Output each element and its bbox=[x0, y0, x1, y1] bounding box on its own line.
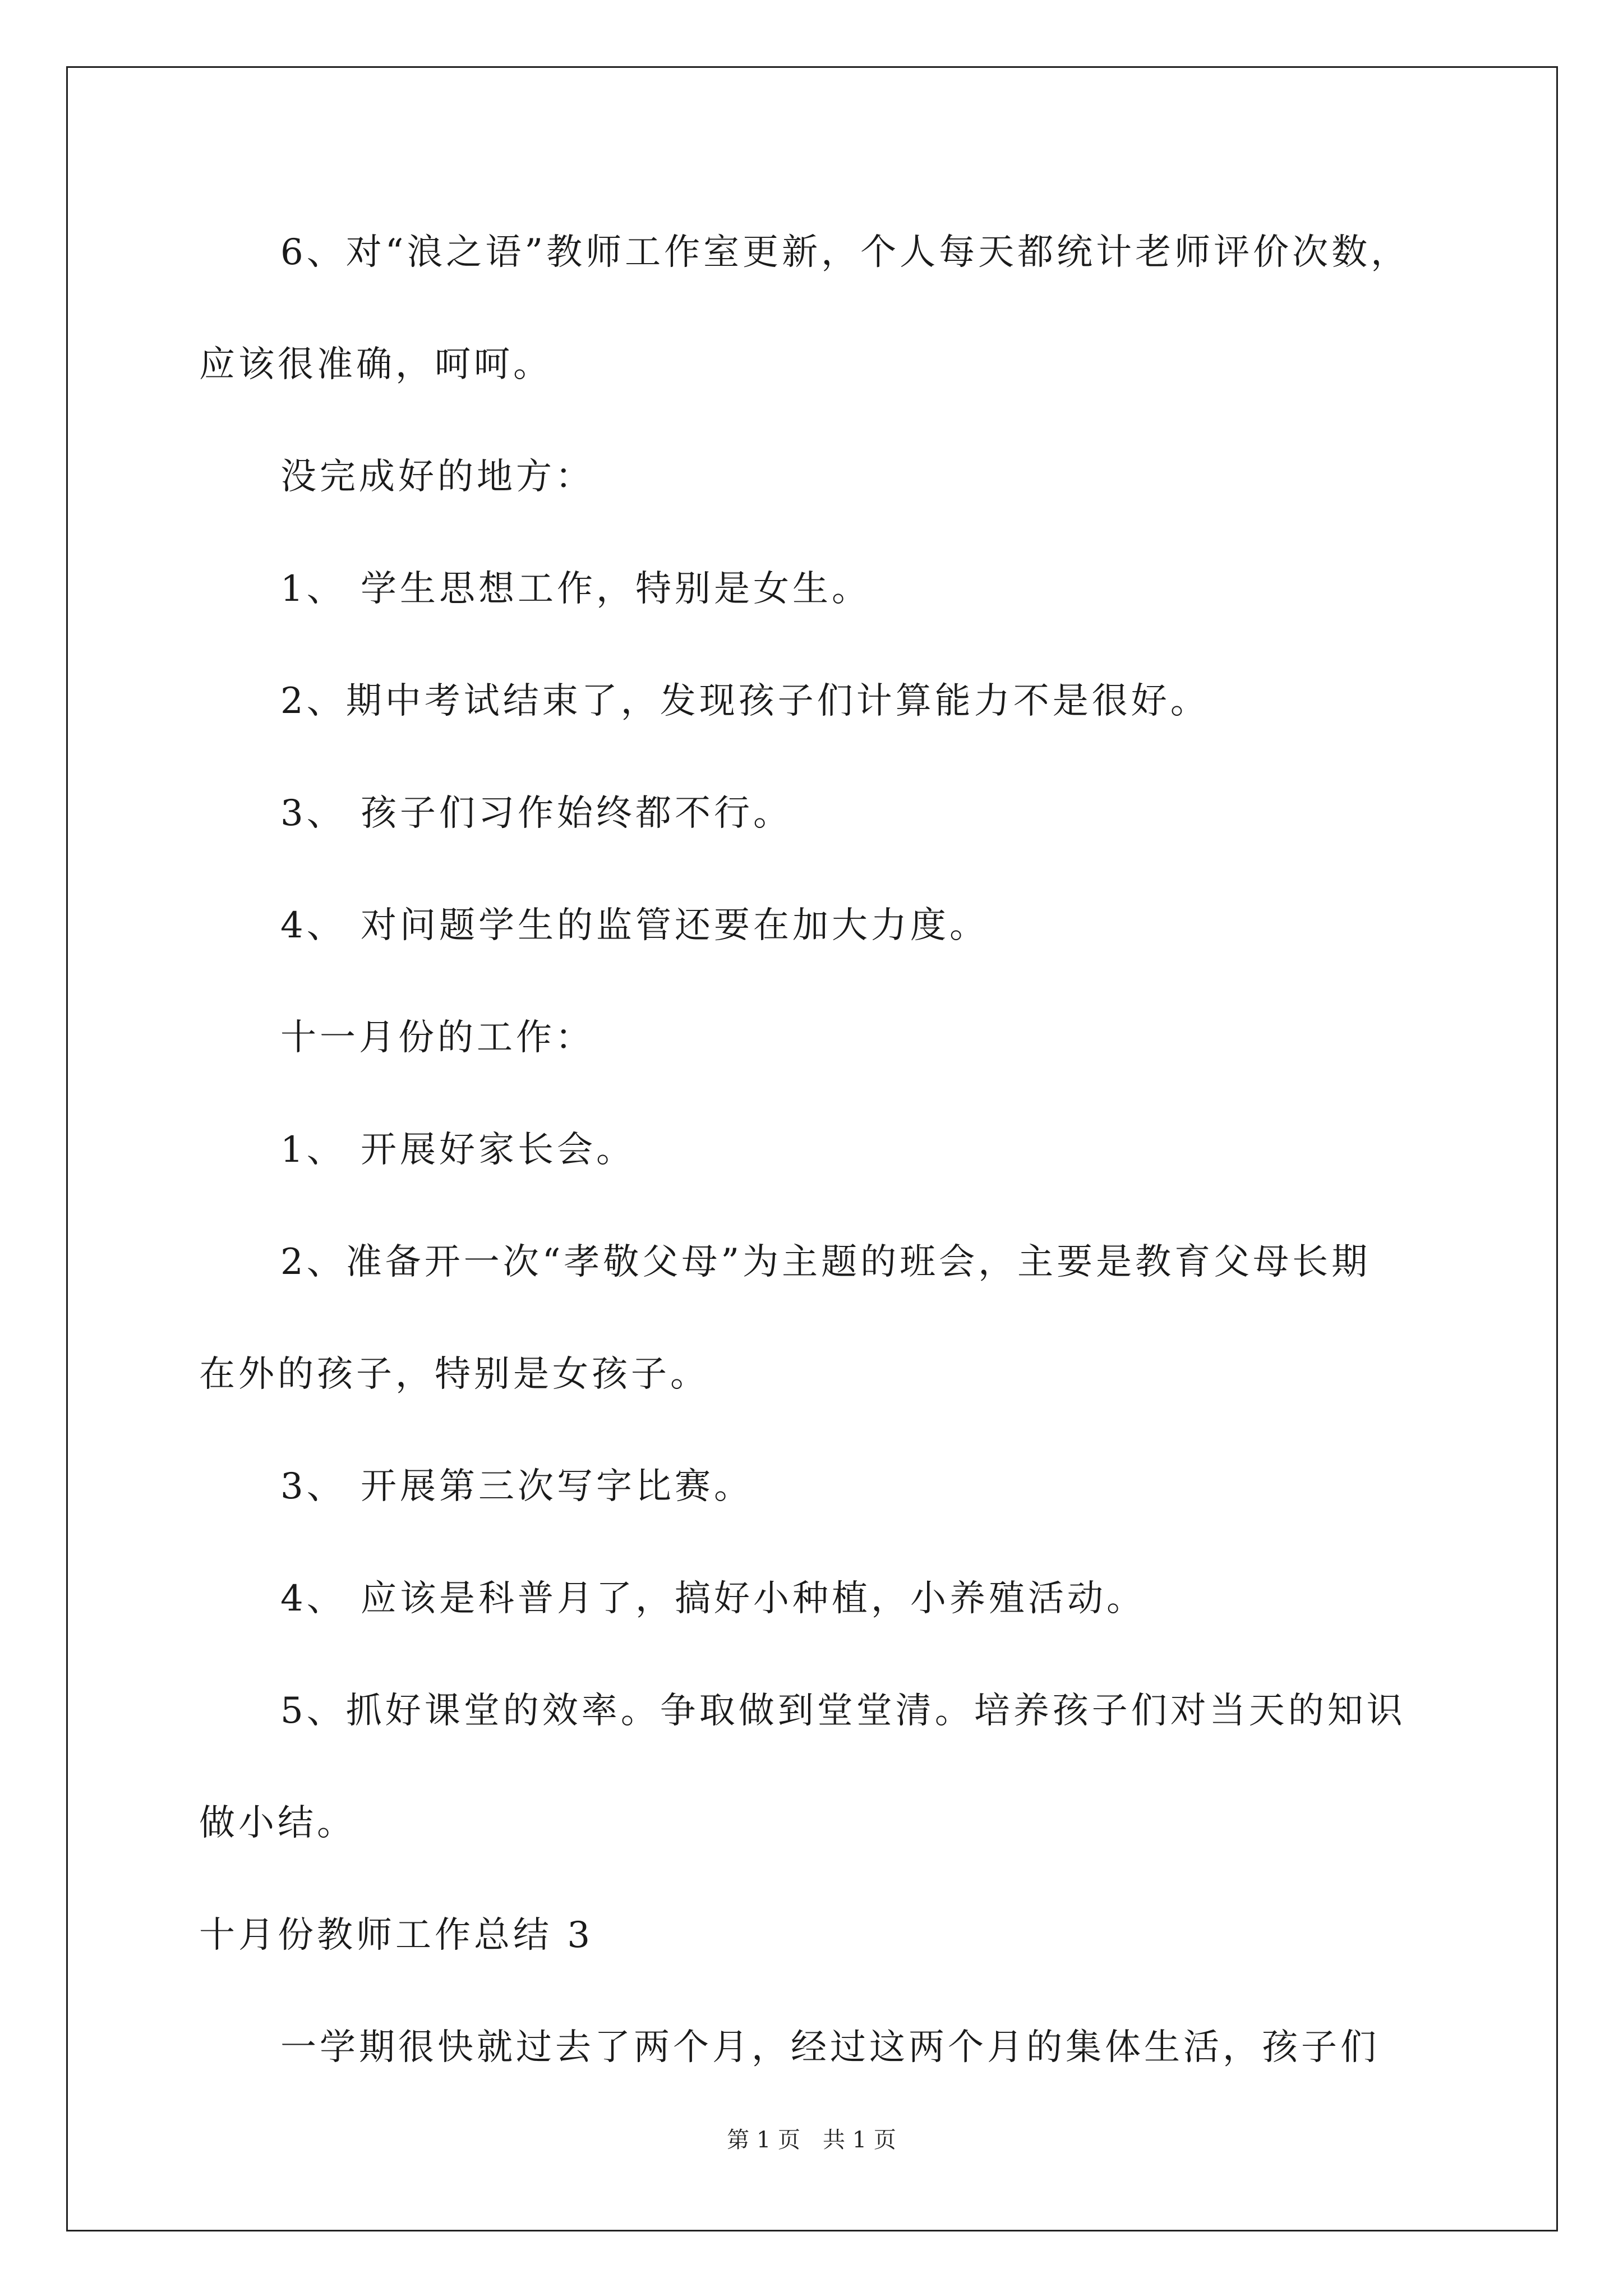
list-item: 2、准备开一次“孝敬父母”为主题的班会，主要是教育父母长期 bbox=[280, 1241, 1371, 1283]
paragraph-line: 在外的孩子，特别是女孩子。 bbox=[199, 1354, 709, 1395]
list-item: 1、 学生思想工作，特别是女生。 bbox=[280, 568, 872, 610]
paragraph-line: 做小结。 bbox=[199, 1802, 356, 1844]
list-item: 1、 开展好家长会。 bbox=[280, 1129, 636, 1171]
list-item: 3、 孩子们习作始终都不行。 bbox=[280, 793, 793, 834]
paragraph-line: 6、对“浪之语”教师工作室更新，个人每天都统计老师评价次数， bbox=[280, 232, 1410, 273]
list-item: 3、 开展第三次写字比赛。 bbox=[280, 1466, 754, 1507]
paragraph-line: 没完成好的地方： bbox=[280, 456, 594, 498]
list-item: 5、抓好课堂的效率。争取做到堂堂清。培养孩子们对当天的知识 bbox=[280, 1690, 1406, 1732]
section-heading: 十月份教师工作总结 3 bbox=[199, 1915, 594, 1956]
paragraph-line: 十一月份的工作： bbox=[280, 1017, 594, 1059]
list-item: 4、 对问题学生的监管还要在加大力度。 bbox=[280, 905, 989, 946]
list-item: 4、 应该是科普月了，搞好小种植，小养殖活动。 bbox=[280, 1578, 1146, 1619]
paragraph-line: 应该很准确，呵呵。 bbox=[199, 344, 552, 385]
page-footer: 第 1 页 共 1 页 bbox=[727, 2127, 896, 2153]
paragraph-line: 一学期很快就过去了两个月，经过这两个月的集体生活，孩子们 bbox=[280, 2027, 1380, 2068]
list-item: 2、期中考试结束了，发现孩子们计算能力不是很好。 bbox=[280, 680, 1210, 722]
